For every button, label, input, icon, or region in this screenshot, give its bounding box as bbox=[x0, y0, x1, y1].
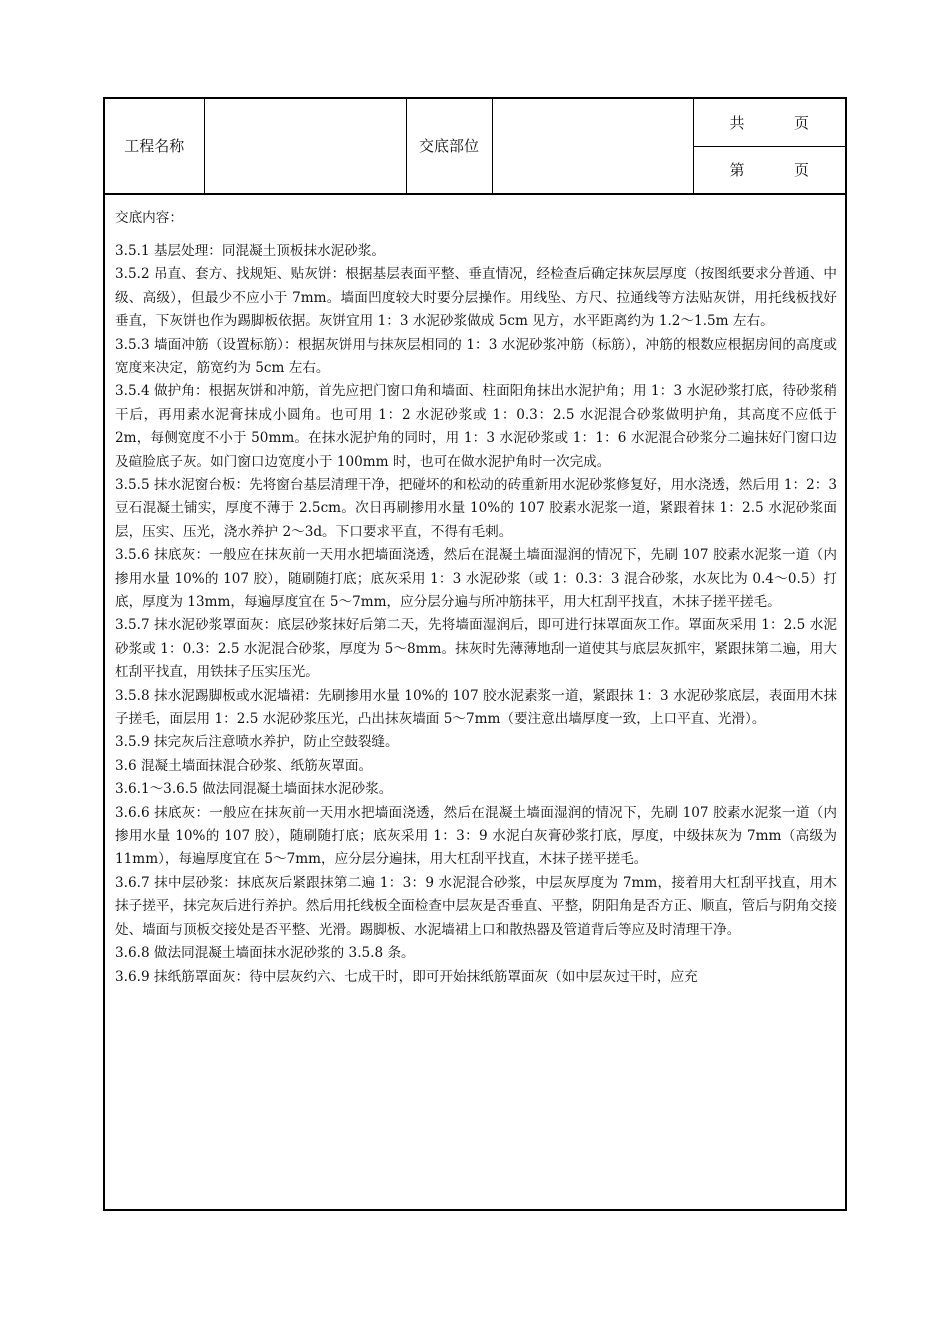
content-paragraph: 3.6 混凝土墙面抹混合砂浆、纸筋灰罩面。 bbox=[115, 757, 373, 774]
content-paragraph: 3.5.3 墙面冲筋（设置标筋）：根据灰饼用与抹灰层相同的 1：3 水泥砂浆冲筋（标筋），冲筋的根数应根据房间的高度或宽度来决定，筋宽约为 5cm 左右。 bbox=[115, 336, 837, 376]
total-pages-cell bbox=[693, 99, 845, 146]
content-paragraph: 3.6.9 抹纸筋罩面灰：待中层灰约六、七成干时，即可开始抹纸筋罩面灰（如中层灰过干时，应充 bbox=[115, 968, 698, 985]
content-paragraph: 3.5.2 吊直、套方、找规矩、贴灰饼：根据基层表面平整、垂直情况，经检查后确定抹灰层厚度（按图纸要求分普通、中级、高级），但最少不应小于 7mm。墙面凹度较大时要分层操作。用线坠、方尺、拉通线等方法贴灰饼，用托线板找好垂直，下灰饼也作为踢脚板依据。灰饼宜用 1：3 水泥砂浆做成 5cm 见方，水平距离约为 1.2～1.5m 左右。 bbox=[115, 266, 837, 330]
header-table bbox=[105, 99, 845, 194]
total-pages-unit: 页 bbox=[793, 113, 809, 132]
content-paragraph: 3.6.1～3.6.5 做法同混凝土墙面抹水泥砂浆。 bbox=[115, 781, 393, 798]
content-paragraph: 3.5.8 抹水泥踢脚板或水泥墙裙：先刷掺用水量 10%的 107 胶水泥素浆一道，紧跟抹 1：3 水泥砂浆底层，表面用木抹子搓毛，面层用 1：2.5 水泥砂浆压光，凸出抹灰墙面 5～7mm（要注意出墙厚度一致，上口平直、光滑）。 bbox=[115, 687, 837, 728]
project-name-field[interactable] bbox=[204, 99, 406, 193]
project-name-label: 工程名称 bbox=[105, 99, 204, 193]
total-pages-label: 共 bbox=[729, 113, 745, 132]
page-number-label: 第 bbox=[729, 161, 745, 179]
part-field[interactable] bbox=[492, 99, 693, 193]
content-paragraph: 3.5.5 抹水泥窗台板：先将窗台基层清理干净，把碰坏的和松动的砖重新用水泥砂浆修复好，用水浇透，然后用 1：2：3 豆石混凝土铺实，厚度不薄于 2.5cm。次日再刷掺用水量 10%的 107 胶素水泥浆一道，紧跟着抹 1：2.5 水泥砂浆面层，压实、压光，浇水养护 2～3d。下口要求平直，不得有毛刺。 bbox=[115, 476, 837, 540]
page-number-unit: 页 bbox=[793, 161, 809, 179]
paragraph-list bbox=[115, 240, 837, 989]
part-label: 交底部位 bbox=[406, 99, 492, 193]
disclosure-content bbox=[105, 194, 845, 1204]
content-paragraph: 3.5.9 抹完灰后注意喷水养护，防止空鼓裂缝。 bbox=[115, 734, 399, 751]
content-paragraph: 3.5.6 抹底灰：一般应在抹灰前一天用水把墙面浇透，然后在混凝土墙面湿润的情况下，先刷 107 胶素水泥浆一道（内掺用水量 10%的 107 胶），随刷随打底；底灰采用 1：3 水泥砂浆（或 1：0.3：3 混合砂浆，水灰比为 0.4～0.5）打底，厚度为 13mm，每遍厚度宜在 5～7mm，应分层分遍与所冲筋抹平，用大杠刮平找直，木抹子搓平搓毛。 bbox=[115, 547, 837, 610]
content-paragraph: 3.6.7 抹中层砂浆：抹底灰后紧跟抹第二遍 1：3：9 水泥混合砂浆，中层灰厚度为 7mm，接着用大杠刮平找直，用木抹子搓平，抹完灰后进行养护。然后用托线板全面检查中层灰是否垂直、平整，阴阳角是否方正、顺直，管后与阴角交接处、墙面与顶板交接处是否平整、光滑。踢脚板、水泥墙裙上口和散热器及管道背后等应及时清理干净。 bbox=[115, 874, 837, 938]
disclosure-sheet bbox=[103, 97, 847, 1211]
content-paragraph: 3.5.4 做护角：根据灰饼和冲筋，首先应把门窗口角和墙面、柱面阳角抹出水泥护角；用 1：3 水泥砂浆打底，待砂浆稍干后，再用素水泥膏抹成小圆角。也可用 1：2 水泥砂浆或 1：0.3：2.5 水泥混合砂浆做明护角，其高度不应低于 2m，每侧宽度不小于 50mm。在抹水泥护角的同时，用 1：3 水泥砂浆或 1：1：6 水泥混合砂浆分二遍抹好门窗口边及碹脸底子灰。如门窗口边宽度小于 100mm 时，也可在做水泥护角时一次完成。 bbox=[115, 383, 837, 470]
content-title: 交底内容： bbox=[115, 209, 183, 226]
content-paragraph: 3.6.6 抹底灰：一般应在抹灰前一天用水把墙面浇透，然后在混凝土墙面湿润的情况下，先刷 107 胶素水泥浆一道（内掺用水量 10%的 107 胶），随刷随打底；底灰采用 1：3：9 水泥白灰膏砂浆打底，厚度，中级抹灰为 7mm（高级为 11mm），每遍厚度宜在 5～7mm，应分层分遍抹，用大杠刮平找直，木抹子搓平搓毛。 bbox=[115, 804, 837, 868]
content-paragraph: 3.5.7 抹水泥砂浆罩面灰：底层砂浆抹好后第二天，先将墙面湿润后，即可进行抹罩面灰工作。罩面灰采用 1：2.5 水泥砂浆或 1：0.3：2.5 水泥混合砂浆，厚度为 5～8mm。抹灰时先薄薄地刮一道使其与底层灰抓牢，紧跟抹第二遍，用大杠刮平找直，用铁抹子压实压光。 bbox=[115, 617, 837, 681]
content-paragraph: 3.6.8 做法同混凝土墙面抹水泥砂浆的 3.5.8 条。 bbox=[115, 945, 415, 962]
page-number-cell bbox=[693, 146, 845, 193]
content-paragraph: 3.5.1 基层处理：同混凝土顶板抹水泥砂浆。 bbox=[115, 242, 386, 259]
